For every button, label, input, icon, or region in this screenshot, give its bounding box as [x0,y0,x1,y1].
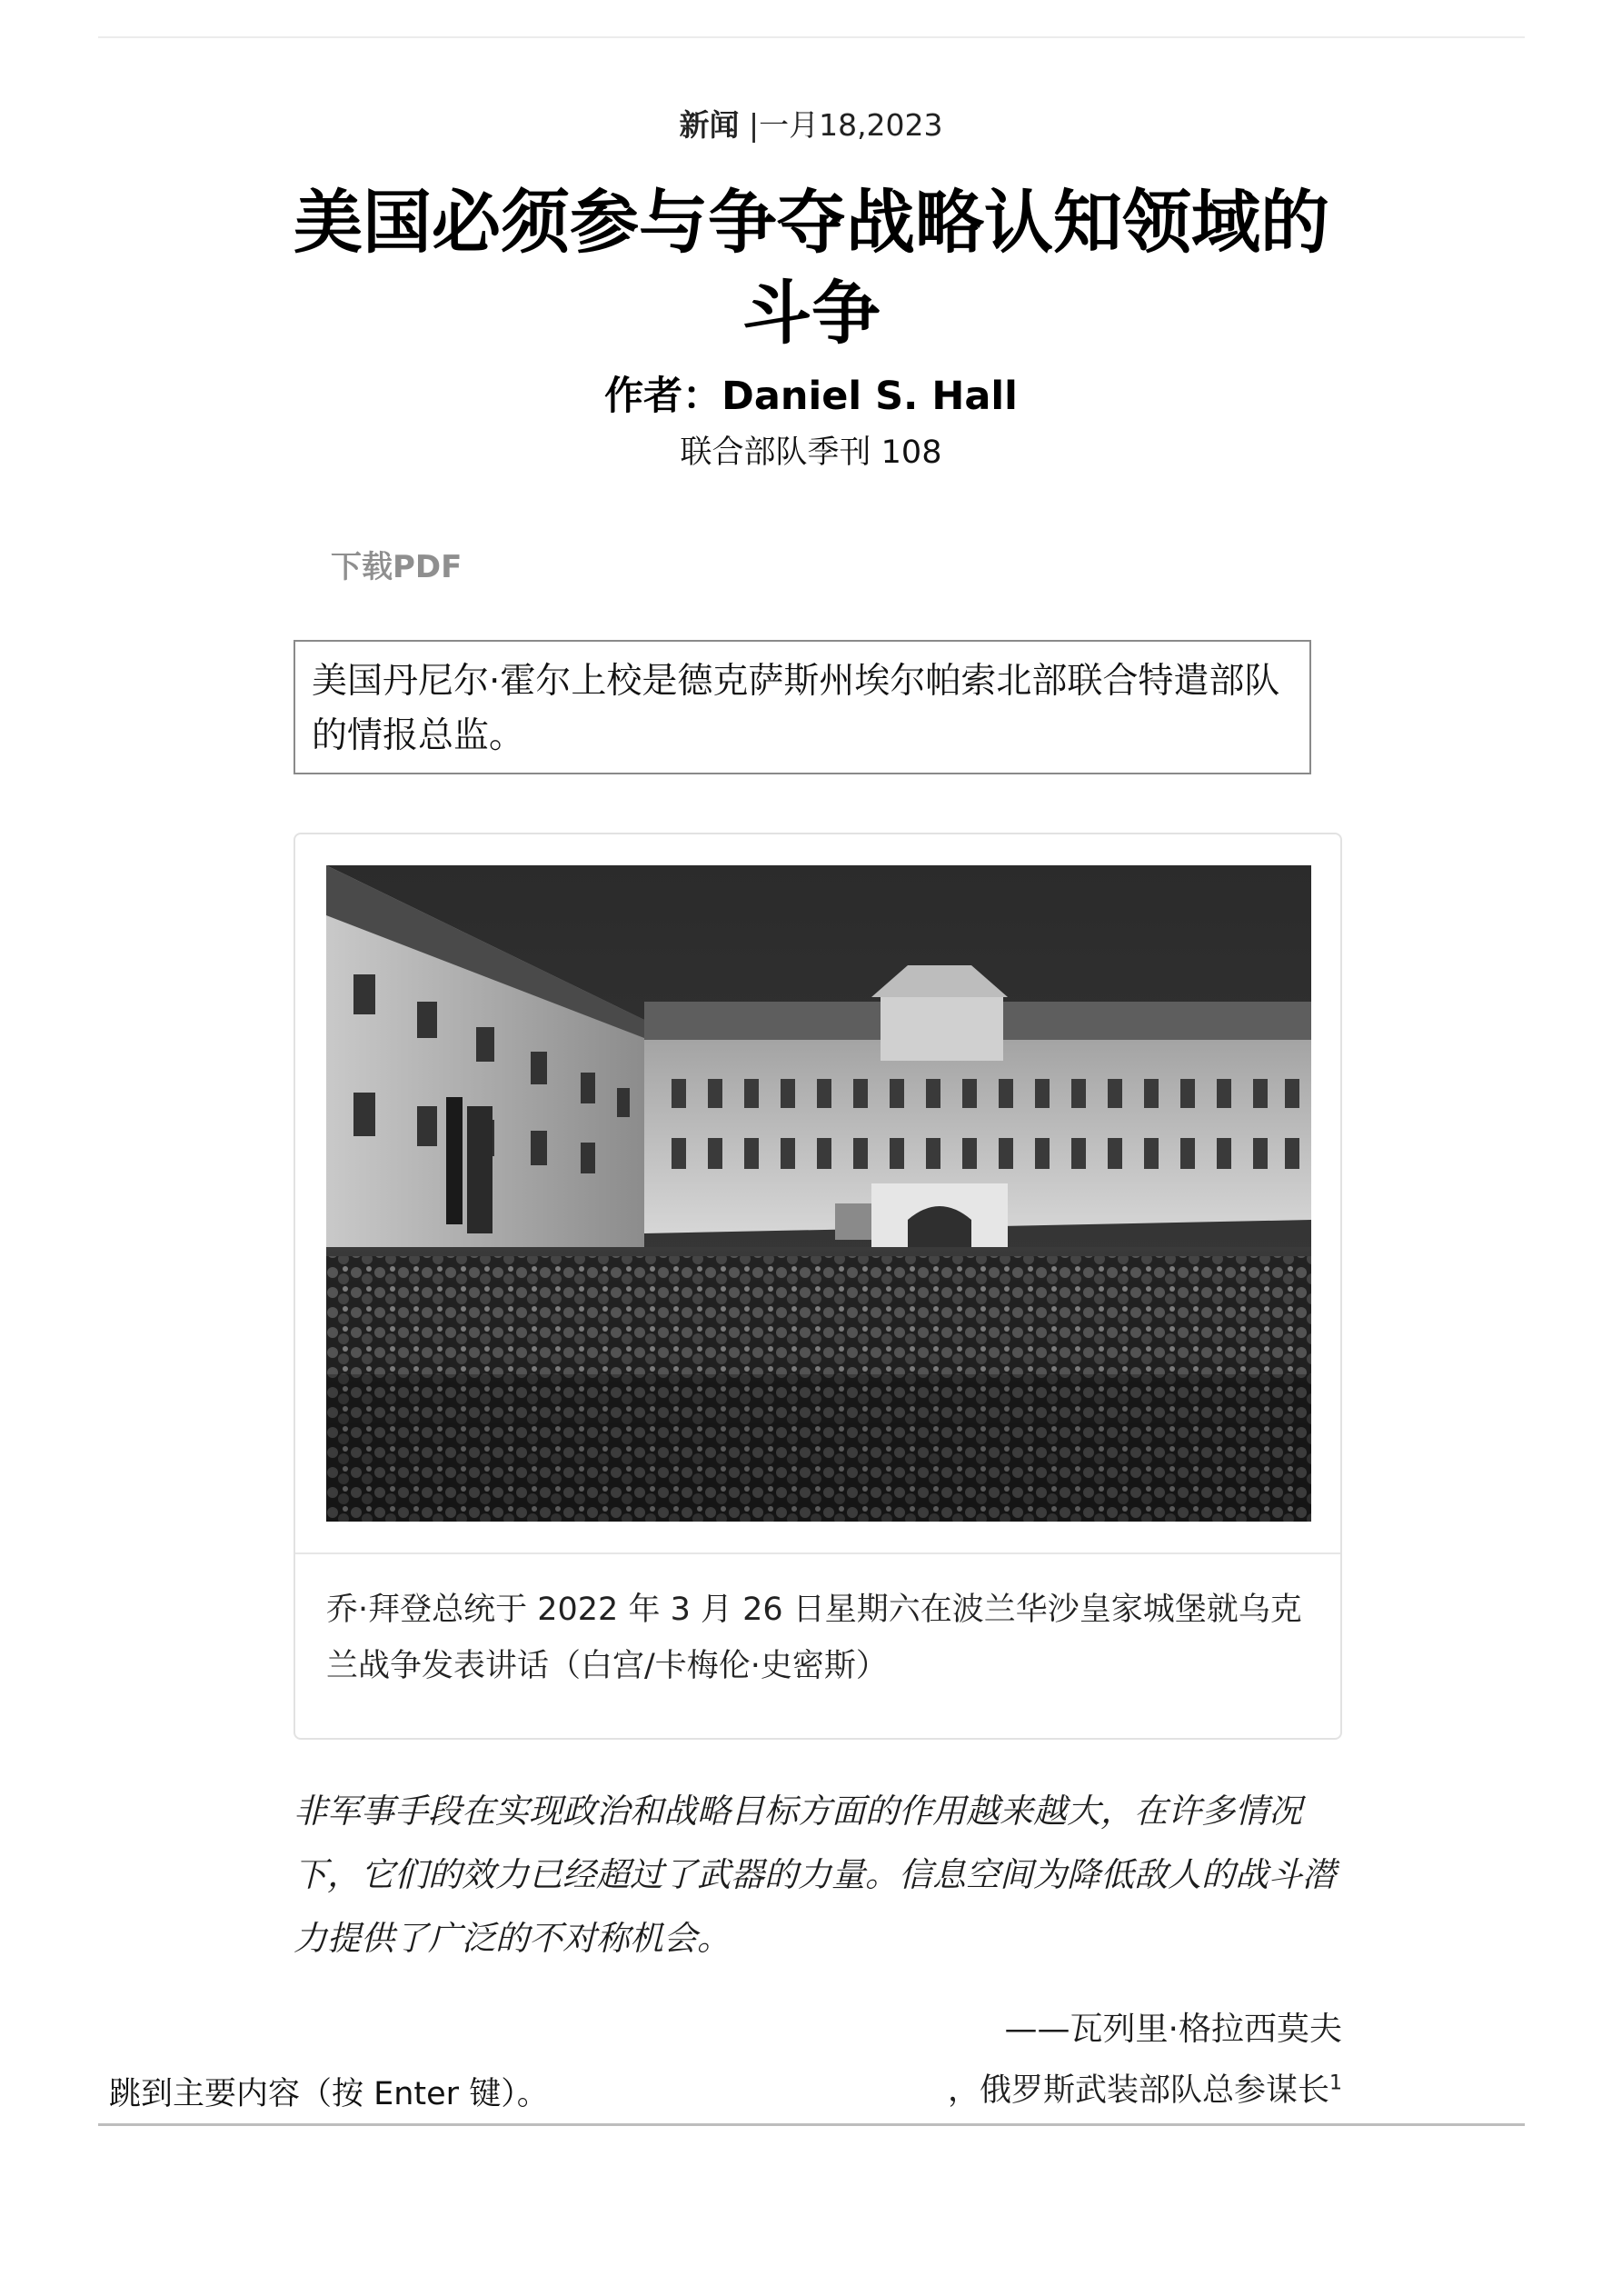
footnote-ref[interactable]: 1 [1329,2071,1342,2095]
epigraph-author-title [948,2065,1342,2111]
article-figure [294,833,1342,1740]
figure-caption: 乔·拜登总统于 2022 年 3 月 26 日星期六在波兰华沙皇家城堡就乌克兰战争发表讲话（白宫/卡梅伦·史密斯） [326,1592,1302,1684]
top-divider [98,36,1525,38]
article-title [238,177,1385,359]
skip-to-main-link[interactable]: 跳到主要内容（按 Enter 键）。 [109,2076,549,2112]
epigraph-author: ——瓦列里·格拉西莫夫 [1004,2011,1342,2048]
bottom-divider [98,2123,1525,2126]
article-meta [0,102,1622,145]
title-line-1: 美国必须参与争夺战略认知领域的 [294,182,1329,263]
category-link[interactable]: 新闻 [679,107,740,143]
title-line-2: 斗争 [742,273,881,354]
publish-date: |一月18,2023 [748,107,943,143]
author-title-text: ，俄罗斯武装部队总参谋长 [947,2072,1329,2109]
download-pdf-link[interactable]: 下载PDF [331,549,463,585]
article-author: 作者：Daniel S. Hall [604,374,1018,419]
journal-issue: 联合部队季刊 108 [680,434,942,471]
epigraph-quote: 非军事手段在实现政治和战略目标方面的作用越来越大，在许多情况下，它们的效力已经超过了武器的力量。信息空间为降低敌人的战斗潜力提供了广泛的不对称机会。 [294,1792,1336,1958]
author-bio-box: 美国丹尼尔·霍尔上校是德克萨斯州埃尔帕索北部联合特遣部队的情报总监。 [294,640,1311,774]
castle-courtyard-crowd-image [326,865,1311,1522]
article-photo [326,865,1311,1522]
figure-divider [295,1552,1340,1554]
